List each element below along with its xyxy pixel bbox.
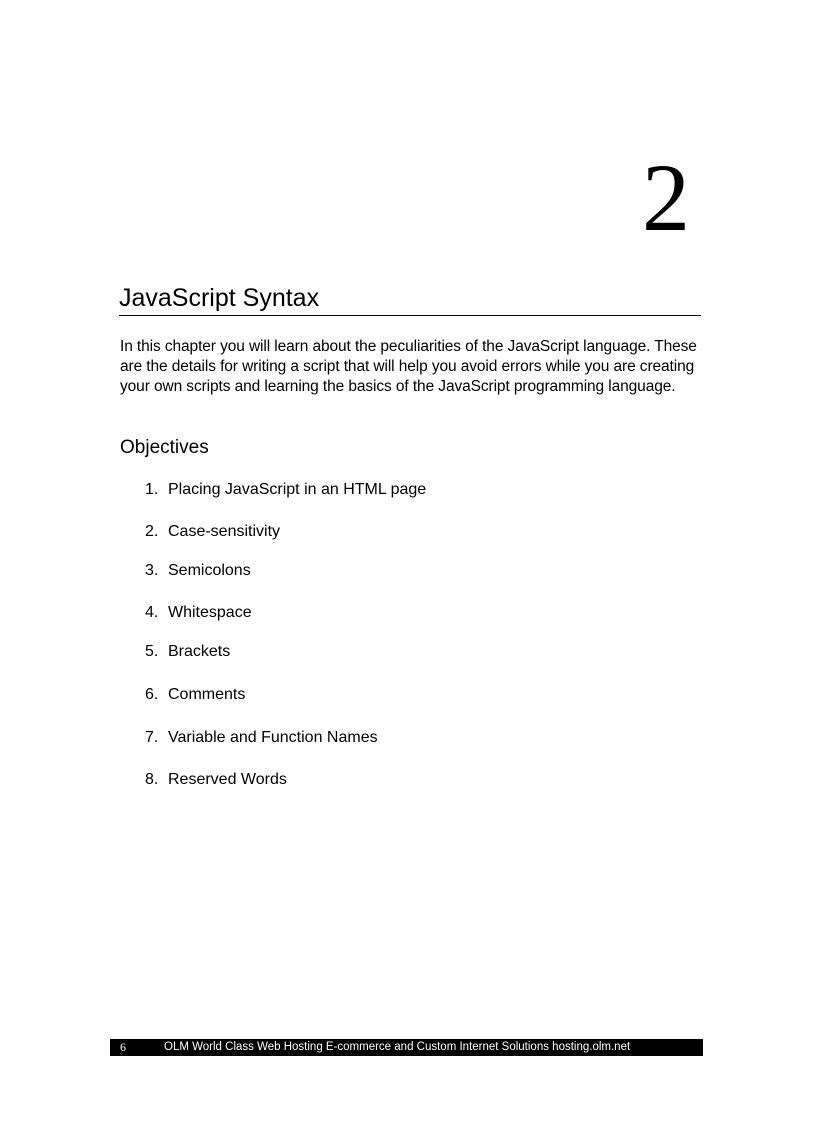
objective-label: Brackets xyxy=(168,643,231,660)
objective-item xyxy=(145,561,251,581)
objective-item xyxy=(145,522,280,542)
objective-label: Case-sensitivity xyxy=(168,523,281,540)
objective-label: Placing JavaScript in an HTML page xyxy=(168,481,427,498)
objective-number: 7. xyxy=(145,729,159,746)
footer-text: OLM World Class Web Hosting E-commerce and Custom Internet Solutions hosting.olm.net xyxy=(164,1041,631,1053)
objective-label: Whitespace xyxy=(168,604,252,621)
objectives-heading: Objectives xyxy=(120,437,209,458)
chapter-number: 2 xyxy=(642,144,690,251)
objective-number: 8. xyxy=(145,771,159,788)
objective-item xyxy=(145,480,426,500)
objective-number: 5. xyxy=(145,643,159,660)
objective-item xyxy=(145,603,252,623)
objective-number: 3. xyxy=(145,562,159,579)
objective-item xyxy=(145,642,230,662)
objective-number: 4. xyxy=(145,604,159,621)
objective-label: Reserved Words xyxy=(168,771,287,788)
objective-number: 1. xyxy=(145,481,159,498)
objective-label: Comments xyxy=(168,686,246,703)
objective-label: Variable and Function Names xyxy=(168,729,378,746)
objective-item xyxy=(145,728,378,748)
objective-item xyxy=(145,770,287,790)
chapter-intro: In this chapter you will learn about the peculiarities of the JavaScript language. These are the details for writing a script that will help you avoid errors while you are creating your own scripts and learning the basics of the JavaScript programming language. xyxy=(120,338,697,395)
chapter-title: JavaScript Syntax xyxy=(119,284,320,312)
objective-number: 2. xyxy=(145,523,159,540)
title-rule xyxy=(119,315,701,316)
footer-bar xyxy=(110,1039,703,1056)
objective-label: Semicolons xyxy=(168,562,251,579)
objective-item xyxy=(145,685,245,705)
objective-number: 6. xyxy=(145,686,159,703)
footer-page-number: 6 xyxy=(120,1040,126,1054)
